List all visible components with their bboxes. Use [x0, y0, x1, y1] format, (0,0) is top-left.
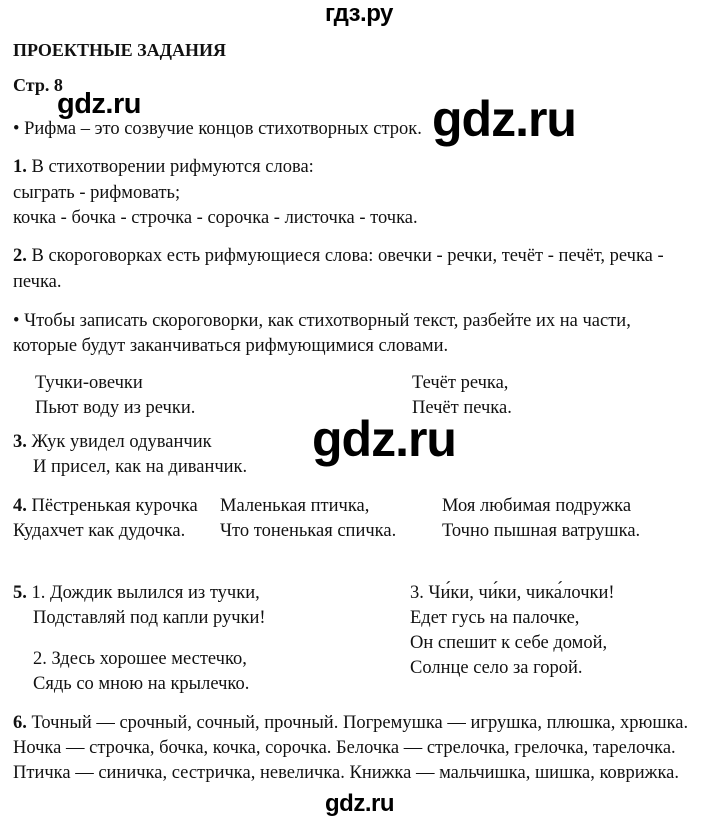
task3-number: 3. [13, 432, 27, 452]
task6-line-1 [13, 712, 688, 734]
task1-line [13, 156, 314, 178]
twister1-line-2: Пьют воду из речки. [35, 398, 196, 418]
task4-col1-line-1 [13, 495, 198, 517]
watermark-bottom: gdz.ru [325, 790, 394, 817]
twister2-line-1: Течёт речка, [412, 373, 509, 393]
rhyme-definition: • Рифма – это созвучие концов стихотворных строк. [13, 119, 422, 139]
note-line-1: • Чтобы записать скороговорки, как стихотворный текст, разбейте их на части, [13, 311, 631, 331]
task5-poem2-line-1: 2. Здесь хорошее местечко, [33, 649, 247, 669]
page-reference: Стр. 8 [13, 75, 63, 95]
task5-poem3-line-4: Солнце село за горой. [410, 658, 583, 678]
task3-text: Жук увидел одуванчик [26, 432, 212, 452]
task6-line-2: Ночка — строчка, бочка, кочка, сорочка. Белочка — стрелочка, грелочка, тарелочка. [13, 738, 676, 758]
task4-col1-text: Пёстренькая курочка [26, 496, 198, 516]
task1-number: 1. [13, 157, 27, 177]
task5-poem3-line-3: Он спешит к себе домой, [410, 633, 608, 653]
task5-poem1-line-2: Подставляй под капли ручки! [33, 608, 266, 628]
task4-col2-line-2: Что тоненькая спичка. [220, 521, 397, 541]
task4-col1-line-2: Кудахчет как дудочка. [13, 521, 186, 541]
note-line-2: которые будут заканчиваться рифмующимися словами. [13, 336, 449, 356]
section-heading: ПРОЕКТНЫЕ ЗАДАНИЯ [13, 40, 227, 60]
task6-number: 6. [13, 713, 27, 733]
watermark-big: gdz.ru [432, 91, 576, 147]
task5-poem2-line-2: Сядь со мною на крылечко. [33, 674, 250, 694]
task4-col3-line-1: Моя любимая подружка [442, 496, 632, 516]
task2-text: В скороговорках есть рифмующиеся слова: овечки - речки, течёт - печёт, речка - [26, 246, 664, 266]
watermark-middle: gdz.ru [312, 411, 456, 467]
task6-line-3: Птичка — синичка, сестричка, невеличка. Книжка — мальчишка, шишка, коврижка. [13, 763, 680, 783]
task4-col3-line-2: Точно пышная ватрушка. [442, 521, 641, 541]
task3-line-2: И присел, как на диванчик. [33, 457, 248, 477]
task1-rhyme-line-1: сыграть - рифмовать; [13, 183, 181, 203]
watermark-top: гдз.ру [325, 0, 393, 27]
task2-line-1 [13, 245, 664, 267]
task2-line-2: печка. [13, 272, 62, 292]
task4-number: 4. [13, 496, 27, 516]
task5-poem1-line-1 [13, 582, 260, 604]
task2-number: 2. [13, 246, 27, 266]
task5-poem3-line-2: Едет гусь на палочке, [410, 608, 580, 628]
task4-col2-line-1: Маленькая птичка, [220, 496, 370, 516]
task1-rhyme-line-2: кочка - бочка - строчка - сорочка - листочка - точка. [13, 208, 418, 228]
watermark-small: gdz.ru [57, 88, 141, 120]
task3-line-1 [13, 431, 212, 453]
twister1-line-1: Тучки-овечки [35, 373, 143, 393]
task5-poem3-line-1: 3. Чи́ки, чи́ки, чика́лочки! [410, 583, 615, 603]
task6-text: Точный — срочный, сочный, прочный. Погремушка — игрушка, плюшка, хрюшка. [26, 713, 689, 733]
task1-text: В стихотворении рифмуются слова: [26, 157, 314, 177]
twister2-line-2: Печёт печка. [412, 398, 512, 418]
task5-number: 5. [13, 583, 27, 603]
task5-poem1-text: 1. Дождик вылился из тучки, [26, 583, 260, 603]
